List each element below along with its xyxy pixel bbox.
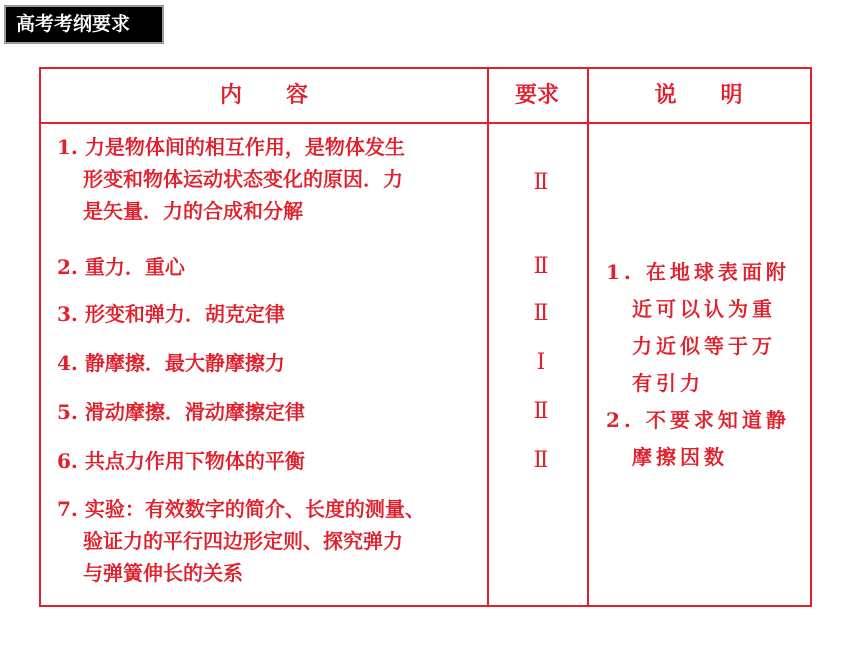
column-divider <box>587 69 589 605</box>
note-item: 2. 不要求知道静 摩擦因数 <box>606 408 790 469</box>
requirements-table <box>39 67 812 607</box>
requirement-level: Ⅱ <box>533 170 549 195</box>
table-row: 2. 重力．重心 <box>57 255 185 279</box>
table-row: 4. 静摩擦．最大静摩擦力 <box>57 351 285 375</box>
header-content: 内 容 <box>219 83 308 108</box>
requirement-level: Ⅱ <box>533 254 549 279</box>
requirement-level: Ⅱ <box>533 448 549 473</box>
table-row: 7. 实验：有效数字的简介、长度的测量、 验证力的平行四边形定则、探究弹力 与弹簧伸长的关系 <box>57 497 425 585</box>
requirement-level: Ⅰ <box>536 350 546 375</box>
table-row: 5. 滑动摩擦．滑动摩擦定律 <box>57 400 305 424</box>
note-item: 1. 在地球表面附 近可以认为重 力近似等于万 有引力 <box>606 260 790 395</box>
header-divider <box>41 122 810 124</box>
header-requirement: 要求 <box>514 83 559 108</box>
table-row: 6. 共点力作用下物体的平衡 <box>57 449 305 473</box>
page-title: 高考考纲要求 <box>4 5 164 44</box>
table-row: 3. 形变和弹力．胡克定律 <box>57 302 285 326</box>
table-row: 1. 力是物体间的相互作用，是物体发生 形变和物体运动状态变化的原因．力 是矢量．力的合成和分解 <box>57 135 405 223</box>
requirement-level: Ⅱ <box>533 399 549 424</box>
requirement-level: Ⅱ <box>533 301 549 326</box>
header-notes: 说 明 <box>654 83 743 108</box>
